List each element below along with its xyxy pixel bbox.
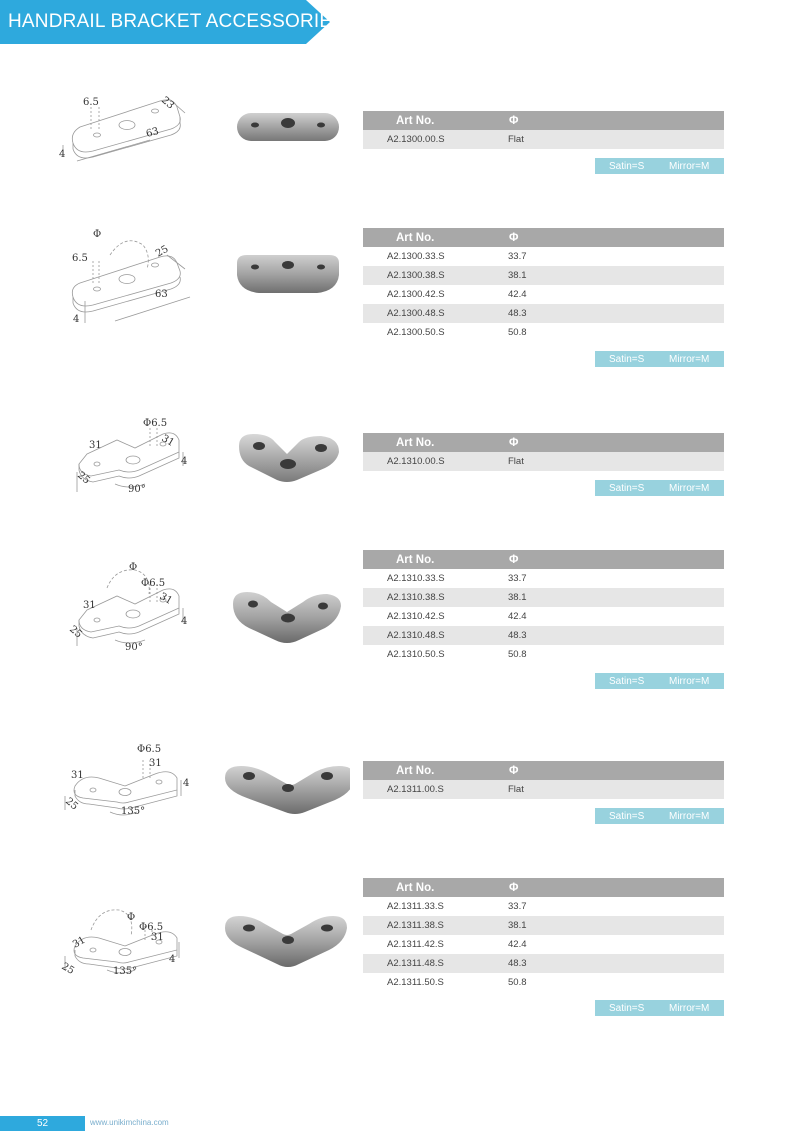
technical-drawing [55, 548, 205, 658]
diameter-cell: 50.8 [473, 645, 724, 664]
spec-table [363, 228, 724, 342]
dim-length: 63 [144, 125, 161, 140]
dim-length: 63 [155, 289, 168, 300]
finish-satin: Satin=S [609, 1002, 645, 1014]
art-no-cell: A2.1311.00.S [363, 780, 473, 799]
art-no-cell: A2.1300.38.S [363, 266, 473, 285]
dim-phi: Φ [127, 912, 136, 923]
spec-table [363, 111, 724, 149]
technical-drawing [55, 85, 205, 195]
dim-width: 25 [75, 469, 92, 487]
col-diameter: Φ [473, 433, 724, 452]
finish-satin: Satin=S [609, 482, 645, 494]
diameter-cell: 33.7 [473, 247, 724, 266]
art-no-cell: A2.1300.50.S [363, 323, 473, 342]
col-diameter: Φ [473, 878, 724, 897]
dim-phi: Φ [129, 562, 138, 573]
dim-hole: Φ6.5 [141, 578, 166, 589]
art-no-cell: A2.1311.50.S [363, 973, 473, 992]
art-no-cell: A2.1311.42.S [363, 935, 473, 954]
col-diameter: Φ [473, 228, 724, 247]
finish-mirror: Mirror=M [669, 1002, 710, 1014]
finish-badge [595, 673, 724, 689]
dim-angle: 90° [128, 484, 146, 495]
finish-badge [595, 1000, 724, 1016]
product-photo [225, 412, 350, 522]
technical-drawing [55, 878, 205, 988]
finish-badge [595, 480, 724, 496]
dim-phi: Φ [93, 229, 102, 240]
art-no-cell: A2.1300.00.S [363, 130, 473, 149]
finish-badge [595, 808, 724, 824]
product-photo [225, 738, 350, 848]
col-art-no: Art No. [363, 228, 473, 247]
dim-thickness: 4 [181, 456, 188, 467]
dim-width: 23 [159, 94, 176, 112]
art-no-cell: A2.1310.42.S [363, 607, 473, 626]
dim-arm-b: 31 [151, 932, 164, 943]
product-photo [225, 548, 350, 658]
technical-drawing [55, 738, 205, 848]
product-photo [225, 878, 350, 988]
diameter-cell: 38.1 [473, 588, 724, 607]
diameter-cell: Flat [473, 452, 724, 471]
finish-badge [595, 158, 724, 174]
dim-angle: 135° [121, 806, 146, 817]
dim-hole: Φ6.5 [143, 418, 168, 429]
product-photo [225, 85, 350, 195]
col-diameter: Φ [473, 550, 724, 569]
art-no-cell: A2.1311.33.S [363, 897, 473, 916]
dim-arm-a: 31 [89, 440, 102, 451]
technical-drawing [55, 412, 205, 522]
diameter-cell: 33.7 [473, 569, 724, 588]
dim-arm-b: 31 [149, 758, 162, 769]
col-art-no: Art No. [363, 433, 473, 452]
art-no-cell: A2.1310.38.S [363, 588, 473, 607]
dim-arm-b: 31 [159, 433, 177, 449]
art-no-cell: A2.1311.38.S [363, 916, 473, 935]
diameter-cell: 33.7 [473, 897, 724, 916]
col-art-no: Art No. [363, 761, 473, 780]
diameter-cell: 42.4 [473, 607, 724, 626]
col-diameter: Φ [473, 111, 724, 130]
col-art-no: Art No. [363, 878, 473, 897]
dim-arm-b: 31 [157, 591, 175, 607]
finish-mirror: Mirror=M [669, 810, 710, 822]
dim-hole: Φ6.5 [139, 922, 164, 933]
diameter-cell: 38.1 [473, 266, 724, 285]
art-no-cell: A2.1300.48.S [363, 304, 473, 323]
dim-width: 25 [154, 243, 171, 260]
dim-hole: 6.5 [83, 97, 99, 108]
art-no-cell: A2.1310.50.S [363, 645, 473, 664]
col-art-no: Art No. [363, 111, 473, 130]
finish-satin: Satin=S [609, 353, 645, 365]
art-no-cell: A2.1310.48.S [363, 626, 473, 645]
diameter-cell: 42.4 [473, 285, 724, 304]
finish-satin: Satin=S [609, 810, 645, 822]
dim-thickness: 4 [169, 954, 176, 965]
dim-width: 25 [63, 795, 80, 813]
diameter-cell: 50.8 [473, 323, 724, 342]
dim-angle: 90° [125, 642, 143, 653]
page-number: 52 [0, 1116, 85, 1131]
dim-thickness: 4 [73, 314, 80, 325]
diameter-cell: Flat [473, 130, 724, 149]
dim-thickness: 4 [59, 149, 66, 160]
art-no-cell: A2.1310.00.S [363, 452, 473, 471]
page-title: HANDRAIL BRACKET ACCESSORIES [8, 11, 346, 32]
dim-width: 25 [59, 961, 77, 977]
dim-hole: 6.5 [72, 253, 88, 264]
dim-arm-a: 31 [83, 600, 96, 611]
product-photo [225, 225, 350, 335]
finish-mirror: Mirror=M [669, 675, 710, 687]
diameter-cell: Flat [473, 780, 724, 799]
diameter-cell: 48.3 [473, 626, 724, 645]
header-banner [0, 0, 346, 44]
spec-table [363, 550, 724, 664]
dim-angle: 135° [113, 966, 138, 977]
art-no-cell: A2.1300.42.S [363, 285, 473, 304]
col-diameter: Φ [473, 761, 724, 780]
finish-mirror: Mirror=M [669, 353, 710, 365]
diameter-cell: 50.8 [473, 973, 724, 992]
art-no-cell: A2.1310.33.S [363, 569, 473, 588]
finish-satin: Satin=S [609, 675, 645, 687]
dim-width: 25 [67, 623, 84, 641]
dim-arm-a: 31 [71, 934, 88, 951]
finish-satin: Satin=S [609, 160, 645, 172]
finish-mirror: Mirror=M [669, 482, 710, 494]
dim-thickness: 4 [181, 616, 188, 627]
dim-thickness: 4 [183, 778, 190, 789]
dim-arm-a: 31 [71, 770, 84, 781]
spec-table [363, 878, 724, 992]
website-link[interactable]: www.unikimchina.com [90, 1118, 169, 1127]
technical-drawing [55, 225, 205, 335]
finish-mirror: Mirror=M [669, 160, 710, 172]
diameter-cell: 42.4 [473, 935, 724, 954]
diameter-cell: 38.1 [473, 916, 724, 935]
art-no-cell: A2.1300.33.S [363, 247, 473, 266]
diameter-cell: 48.3 [473, 954, 724, 973]
spec-table [363, 433, 724, 471]
finish-badge [595, 351, 724, 367]
col-art-no: Art No. [363, 550, 473, 569]
art-no-cell: A2.1311.48.S [363, 954, 473, 973]
dim-hole: Φ6.5 [137, 744, 162, 755]
diameter-cell: 48.3 [473, 304, 724, 323]
spec-table [363, 761, 724, 799]
